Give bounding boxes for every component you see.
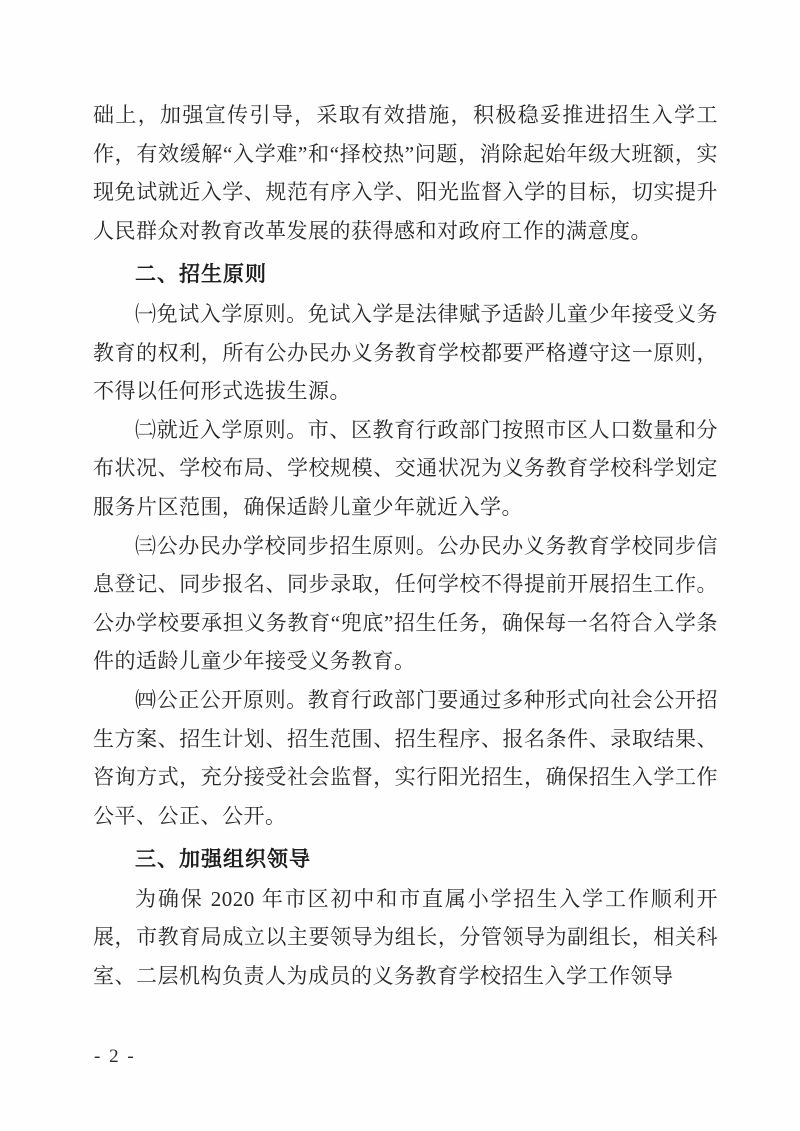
section-heading-enrollment-principles: 二、招生原则 xyxy=(135,263,267,287)
body-paragraph: ㈣公正公开原则。教育行政部门要通过多种形式向社会公开招生方案、招生计划、招生范围、招生程序、报名条件、录取结果、咨询方式，充分接受社会监督，实行阳光招生，确保招生入学工作公平、公正、公开。 xyxy=(93,687,718,828)
body-paragraph: ㈢公办民办学校同步招生原则。公办民办义务教育学校同步信息登记、同步报名、同步录取，任何学校不得提前开展招生工作。公办学校要承担义务教育“兜底”招生任务，确保每一名符合入学条件的适龄儿童少年接受义务教育。 xyxy=(93,533,718,674)
section-heading-organization-leadership: 三、加强组织领导 xyxy=(135,848,311,872)
page-number-footer: - 2 - xyxy=(94,1046,136,1067)
document-body xyxy=(93,96,718,996)
body-paragraph: ㈡就近入学原则。市、区教育行政部门按照市区人口数量和分布状况、学校布局、学校规模、交通状况为义务教育学校科学划定服务片区范围，确保适龄儿童少年就近入学。 xyxy=(93,417,718,519)
body-paragraph: 为确保 2020 年市区初中和市直属小学招生入学工作顺利开展，市教育局成立以主要领导为组长，分管领导为副组长，相关科室、二层机构负责人为成员的义务教育学校招生入学工作领导 xyxy=(93,886,718,989)
body-paragraph: ㈠免试入学原则。免试入学是法律赋予适龄儿童少年接受义务教育的权利，所有公办民办义务教育学校都要严格遵守这一原则，不得以任何形式选拔生源。 xyxy=(93,301,718,404)
body-paragraph: 础上，加强宣传引导，采取有效措施，积极稳妥推进招生入学工作，有效缓解“入学难”和“择校热”问题，消除起始年级大班额，实现免试就近入学、规范有序入学、阳光监督入学的目标，切实提升人民群众对教育改革发展的获得感和对政府工作的满意度。 xyxy=(93,103,718,243)
